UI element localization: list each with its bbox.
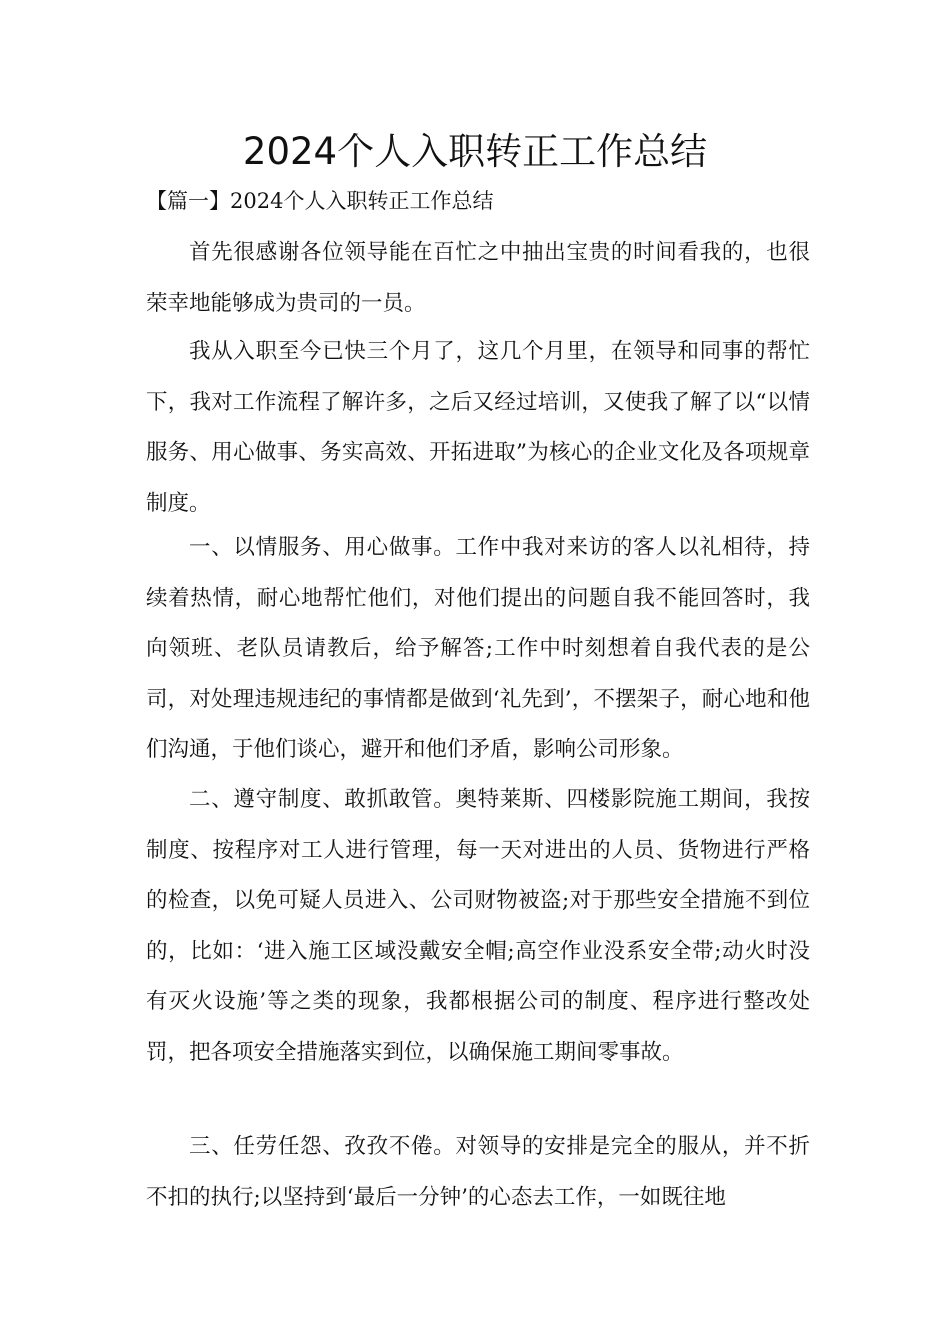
paragraph-intro: 首先很感谢各位领导能在百忙之中抽出宝贵的时间看我的，也很荣幸地能够成为贵司的一员。 [146, 240, 810, 316]
paragraph-point-one: 一、以情服务、用心做事。工作中我对来访的客人以礼相待，持续着热情，耐心地帮忙他们，对他们提出的问题自我不能回答时，我向领班、老队员请教后，给予解答;工作中时刻想着自我代表的是公司，对处理违规违纪的事情都是做到‘礼先到’，不摆架子，耐心地和他们沟通，于他们谈心，避开和他们矛盾，影响公司形象。 [146, 535, 810, 762]
document-title: 2024个人入职转正工作总结 [242, 130, 708, 173]
paragraph-point-two: 二、遵守制度、敢抓敢管。奥特莱斯、四楼影院施工期间，我按制度、按程序对工人进行管理，每一天对进出的人员、货物进行严格的检查，以免可疑人员进入、公司财物被盗;对于那些安全措施不到位的，比如：‘进入施工区域没戴安全帽;高空作业没系安全带;动火时没有灭火设施’等之类的现象，我都根据公司的制度、程序进行整改处罚，把各项安全措施落实到位，以确保施工期间零事故。 [146, 787, 810, 1065]
paragraph-background: 我从入职至今已快三个月了，这几个月里，在领导和同事的帮忙下，我对工作流程了解许多，之后又经过培训，又使我了解了以“以情服务、用心做事、务实高效、开拓进取”为核心的企业文化及各项规章制度。 [146, 339, 810, 516]
paragraph-point-three: 三、任劳任怨、孜孜不倦。对领导的安排是完全的服从，并不折不扣的执行;以坚持到‘最后一分钟’的心态去工作，一如既往地 [146, 1134, 810, 1210]
section-heading: 【篇一】2024个人入职转正工作总结 [146, 189, 494, 213]
